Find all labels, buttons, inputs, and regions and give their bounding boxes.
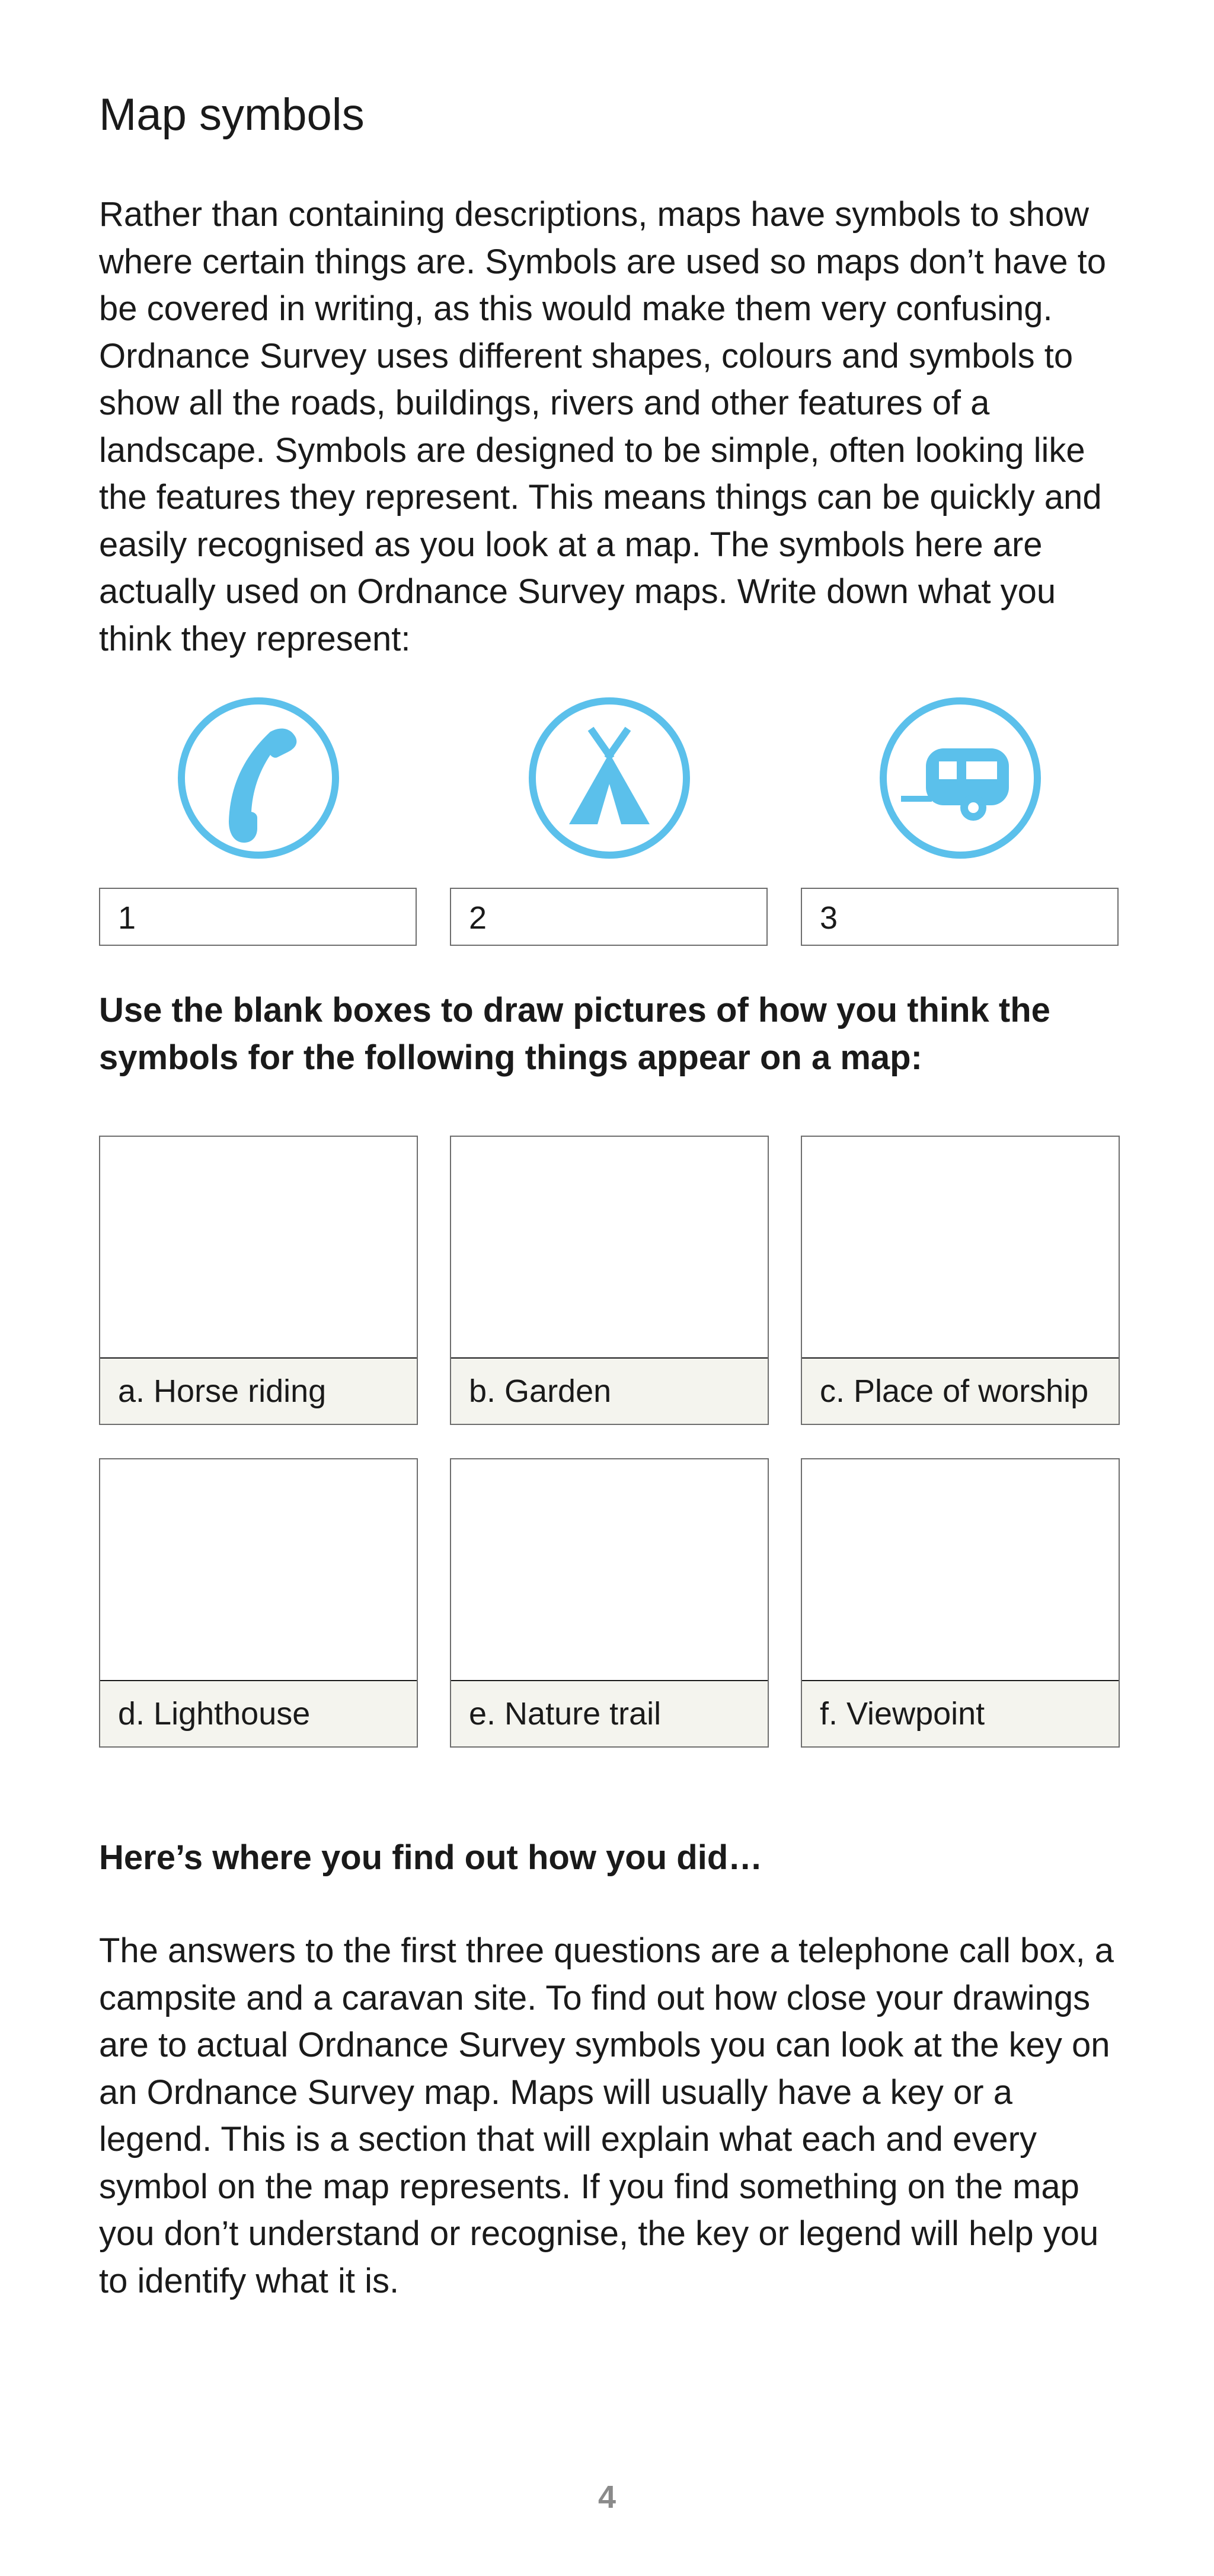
draw-box-viewpoint[interactable] bbox=[801, 1458, 1120, 1748]
drawing-grid bbox=[99, 1136, 1120, 1748]
drawing-area[interactable] bbox=[100, 1459, 417, 1682]
page-number: 4 bbox=[598, 2479, 616, 2515]
drawing-area[interactable] bbox=[451, 1459, 768, 1682]
draw-box-caption: c. Place of worship bbox=[802, 1359, 1119, 1424]
draw-box-caption: f. Viewpoint bbox=[802, 1681, 1119, 1746]
answer-box-2[interactable]: 2 bbox=[450, 888, 768, 946]
draw-box-caption: b. Garden bbox=[451, 1359, 768, 1424]
draw-box-nature-trail[interactable] bbox=[450, 1458, 769, 1748]
results-heading: Here’s where you find out how you did… bbox=[99, 1838, 763, 1877]
draw-box-garden[interactable] bbox=[450, 1136, 769, 1425]
drawing-area[interactable] bbox=[100, 1137, 417, 1359]
draw-box-caption: a. Horse riding bbox=[100, 1359, 417, 1424]
answer-box-3[interactable]: 3 bbox=[801, 888, 1119, 946]
draw-box-caption: e. Nature trail bbox=[451, 1681, 768, 1746]
drawing-area[interactable] bbox=[451, 1137, 768, 1359]
page-title: Map symbols bbox=[99, 90, 365, 140]
draw-box-caption: d. Lighthouse bbox=[100, 1681, 417, 1746]
draw-box-lighthouse[interactable] bbox=[99, 1458, 418, 1748]
results-paragraph: The answers to the first three questions are a telephone call box, a campsite and a caravan site. To find out how close your drawings are to actual Ordnance Survey symbols you can look at the key on an Ordnance Survey map. Maps will usually have a key or a legend. This is a section that will explain what each and every symbol on the map represents. If you find something on the map you don’t understand or recognise, the key or legend will help you to identify what it is. bbox=[99, 1931, 1114, 2300]
answer-box-1[interactable]: 1 bbox=[99, 888, 417, 946]
telephone-icon bbox=[175, 695, 341, 861]
draw-box-horse-riding[interactable] bbox=[99, 1136, 418, 1425]
draw-box-place-of-worship[interactable] bbox=[801, 1136, 1120, 1425]
tent-icon bbox=[526, 695, 692, 861]
answer-row bbox=[99, 888, 1120, 948]
caravan-icon bbox=[877, 695, 1043, 861]
draw-instruction: Use the blank boxes to draw pictures of how you think the symbols for the following things appear on a map: bbox=[99, 991, 1050, 1077]
symbol-row bbox=[99, 695, 1120, 861]
drawing-area[interactable] bbox=[802, 1137, 1119, 1359]
intro-paragraph: Rather than containing descriptions, maps have symbols to show where certain things are. Symbols are used so maps don’t have to be covered in writing, as this would make them very confusing. Ordnance Survey uses different shapes, colours and symbols to show all the roads, buildings, rivers and other features of a landscape. Symbols are designed to be simple, often looking like the features they represent. This means things can be quickly and easily recognised as you look at a map. The symbols here are actually used on Ordnance Survey maps. Write down what you think they represent: bbox=[99, 195, 1107, 658]
drawing-area[interactable] bbox=[802, 1459, 1119, 1682]
